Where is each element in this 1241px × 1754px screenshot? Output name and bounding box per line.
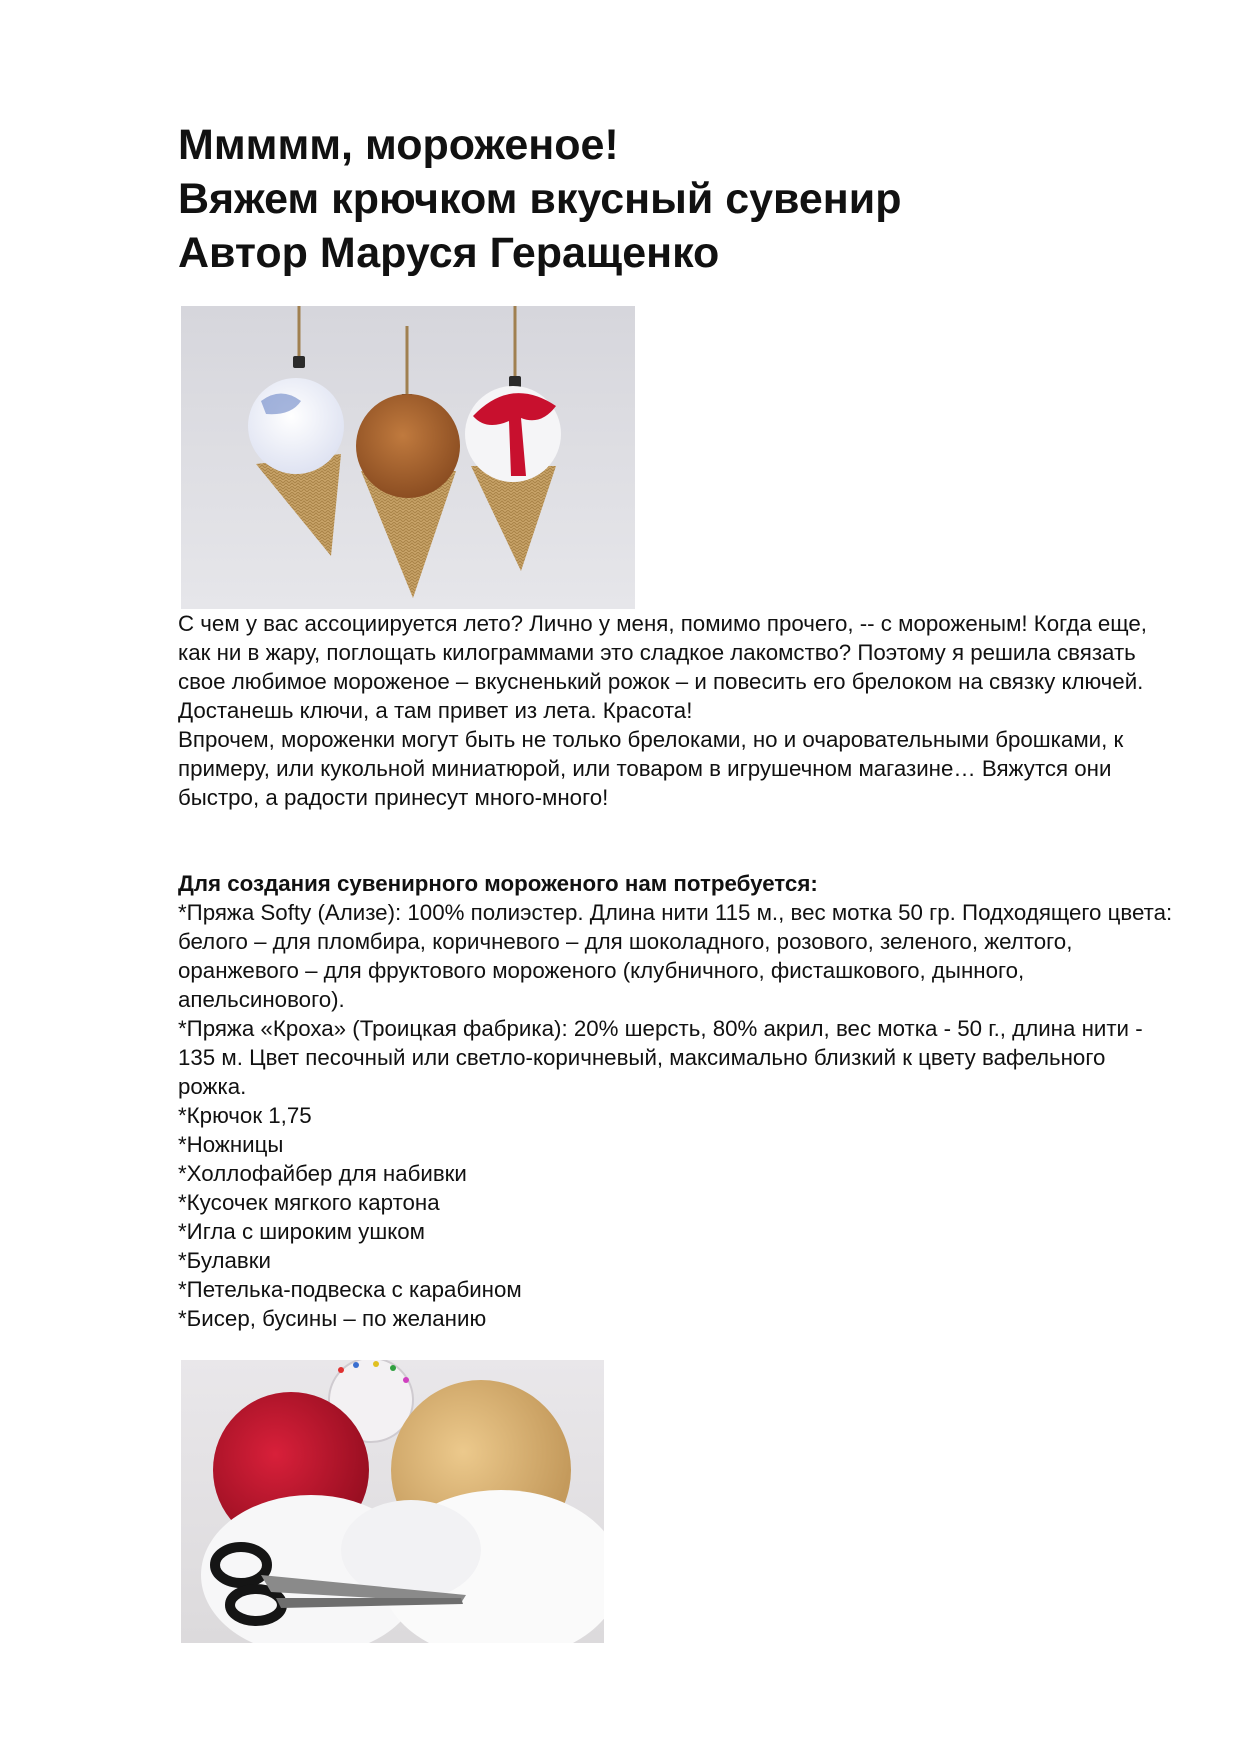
title-line-3: Автор Маруся Геращенко xyxy=(178,229,720,277)
materials-heading: Для создания сувенирного мороженого нам потребуется: xyxy=(178,871,818,896)
materials-item: *Кусочек мягкого картона xyxy=(178,1190,440,1215)
materials-item: *Ножницы xyxy=(178,1132,284,1157)
intro-text xyxy=(178,609,1178,812)
materials-item: *Игла с широким ушком xyxy=(178,1219,425,1244)
materials-item: *Петелька-подвеска с карабином xyxy=(178,1277,522,1302)
materials-item: *Холлофайбер для набивки xyxy=(178,1161,467,1186)
intro-paragraph-2: Впрочем, мороженки могут быть не только брелоками, но и очаровательными брошками, к примеру, или кукольной миниатюрой, или товаром в игрушечном магазине… Вяжутся они быстро, а радости принесут много-много! xyxy=(178,727,1124,810)
materials-item: *Булавки xyxy=(178,1248,271,1273)
icecream-photo xyxy=(181,306,635,609)
intro-paragraph-1: С чем у вас ассоциируется лето? Лично у меня, помимо прочего, -- с мороженым! Когда еще, как ни в жару, поглощать килограммами это сладкое лакомство? Поэтому я решила связать свое любимое мороженое – вкусненький рожок – и повесить его брелоком на связку ключей. Достанешь ключи, а там привет из лета. Красота! xyxy=(178,611,1147,723)
materials-item: *Крючок 1,75 xyxy=(178,1103,312,1128)
materials-section xyxy=(178,869,1178,1333)
title-line-1: Ммммм, мороженое! xyxy=(178,121,619,169)
supplies-photo xyxy=(181,1360,604,1643)
materials-item: *Бисер, бусины – по желанию xyxy=(178,1306,487,1331)
title-block xyxy=(178,118,1178,280)
materials-item: *Пряжа «Кроха» (Троицкая фабрика): 20% шерсть, 80% акрил, вес мотка - 50 г., длина нити - 135 м. Цвет песочный или светло-коричневый, максимально близкий к цвету вафельного рожка. xyxy=(178,1016,1143,1099)
title-line-2: Вяжем крючком вкусный сувенир xyxy=(178,175,902,223)
materials-item: *Пряжа Softy (Ализе): 100% полиэстер. Длина нити 115 м., вес мотка 50 гр. Подходящего цвета: белого – для пломбира, коричневого – для шоколадного, розового, зеленого, желтого, оранжевого – для фруктового мороженого (клубничного, фисташкового, дынного, апельсинового). xyxy=(178,900,1173,1012)
